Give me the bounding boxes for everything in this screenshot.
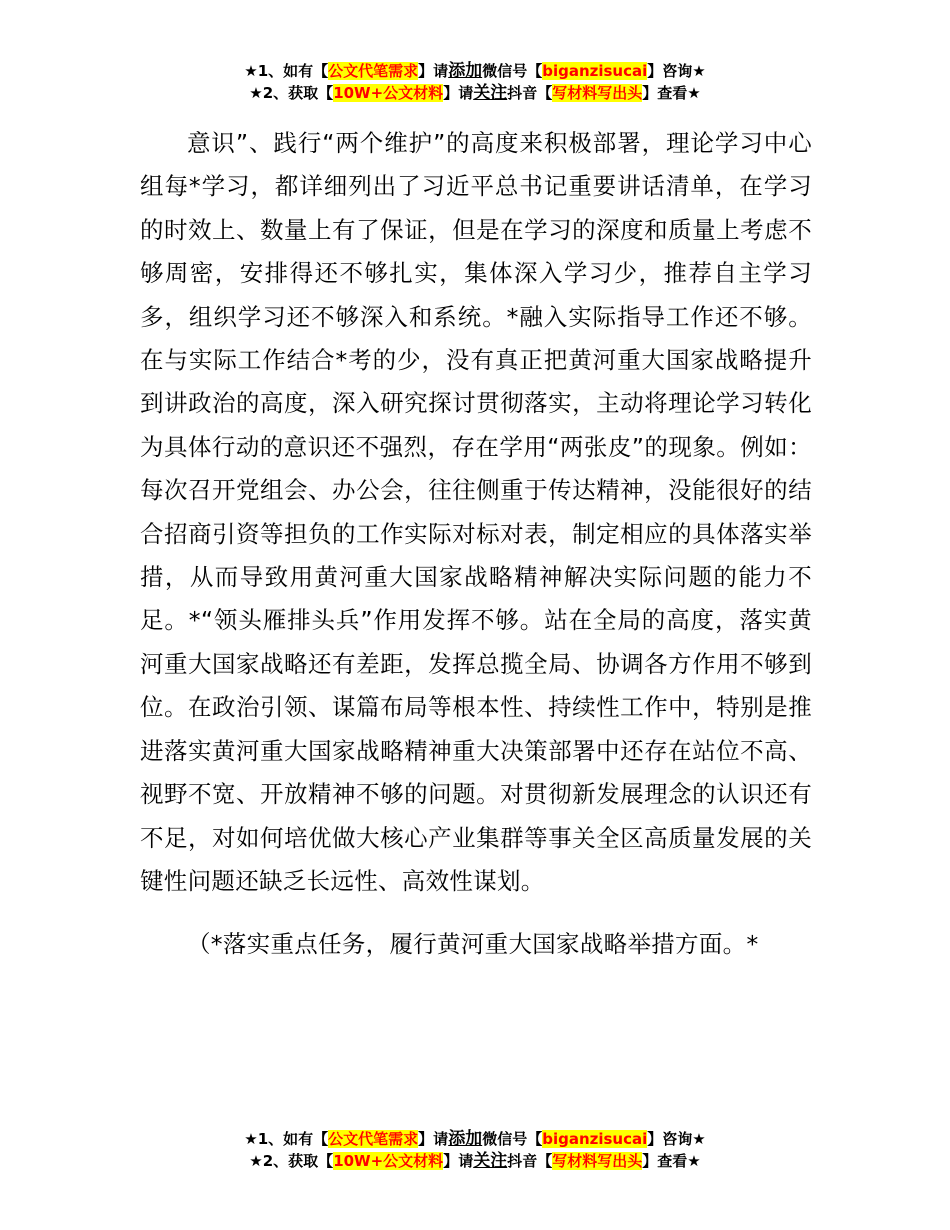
- banner-line-1-text-2: 微信号【: [482, 62, 543, 80]
- footer-highlight-materials: 10W+公文材料: [333, 1152, 444, 1170]
- footer-line-1-text-2: 微信号【: [482, 1130, 543, 1148]
- footer-underline-follow: 关注: [473, 1151, 508, 1171]
- footer-line-2-text-2: 抖音【: [507, 1152, 553, 1170]
- footer-underline-add: 添加: [448, 1129, 483, 1149]
- banner-highlight-service: 公文代笔需求: [328, 62, 419, 80]
- banner-line-2-suffix: 】查看★: [642, 84, 701, 102]
- banner-line-1-text: 】请: [418, 62, 449, 80]
- banner-highlight-douyin-account: 写材料写出头: [552, 84, 643, 102]
- footer-line-2-text: 】请: [443, 1152, 474, 1170]
- body-paragraph-2: （*落实重点任务，履行黄河重大国家战略举措方面。*: [187, 930, 759, 959]
- footer-line-1-text: 】请: [418, 1130, 449, 1148]
- banner-underline-follow: 关注: [473, 83, 508, 103]
- banner-line-2-text: 】请: [443, 84, 474, 102]
- footer-line-1-suffix: 】咨询★: [647, 1130, 706, 1148]
- body-paragraph-1: 意识”、践行“两个维护”的高度来积极部署，理论学习中心组每*学习，都详细列出了习近平总书记重要讲话清单，在学习的时效上、数量上有了保证，但是在学习的深度和质量上考虑不够周密，安排得还不够扎实，集体深入学习少，推荐自主学习多，组织学习还不够深入和系统。*融入实际指导工作还不够。在与实际工作结合*考的少，没有真正把黄河重大国家战略提升到讲政治的高度，深入研究探讨贯彻落实，主动将理论学习转化为具体行动的意识还不强烈，存在学用“两张皮”的现象。例如：每次召开党组会、办公会，往往侧重于传达精神，没能很好的结合招商引资等担负的工作实际对标对表，制定相应的具体落实举措，从而导致用黄河重大国家战略精神解决实际问题的能力不足。*“领头雁排头兵”作用发挥不够。站在全局的高度，落实黄河重大国家战略还有差距，发挥总揽全局、协调各方作用不够到位。在政治引领、谋篇布局等根本性、持续性工作中，特别是推进落实黄河重大国家战略精神重大决策部署中还存在站位不高、视野不宽、开放精神不够的问题。对贯彻新发展理念的认识还有不足，对如何培优做大核心产业集群等事关全区高质量发展的关键性问题还缺乏长远性、高效性谋划。: [140, 129, 812, 895]
- footer-highlight-wechat-id: biganzisucai: [542, 1130, 648, 1148]
- banner-line-2-text-2: 抖音【: [507, 84, 553, 102]
- footer-highlight-service: 公文代笔需求: [328, 1130, 419, 1148]
- banner-underline-add: 添加: [448, 61, 483, 81]
- banner-line-1-prefix: ★1、如有【: [244, 62, 329, 80]
- banner-line-2-prefix: ★2、获取【: [249, 84, 334, 102]
- banner-line-2: [0, 82, 950, 104]
- footer-banner: [0, 1128, 950, 1172]
- banner-highlight-wechat-id: biganzisucai: [542, 62, 648, 80]
- banner-line-1: [0, 60, 950, 82]
- footer-line-2-suffix: 】查看★: [642, 1152, 701, 1170]
- footer-highlight-douyin-account: 写材料写出头: [552, 1152, 643, 1170]
- footer-line-2-prefix: ★2、获取【: [249, 1152, 334, 1170]
- header-banner: [0, 60, 950, 104]
- footer-banner-line-1: [0, 1128, 950, 1150]
- footer-banner-line-2: [0, 1150, 950, 1172]
- banner-highlight-materials: 10W+公文材料: [333, 84, 444, 102]
- banner-line-1-suffix: 】咨询★: [647, 62, 706, 80]
- document-body: [140, 122, 812, 967]
- footer-line-1-prefix: ★1、如有【: [244, 1130, 329, 1148]
